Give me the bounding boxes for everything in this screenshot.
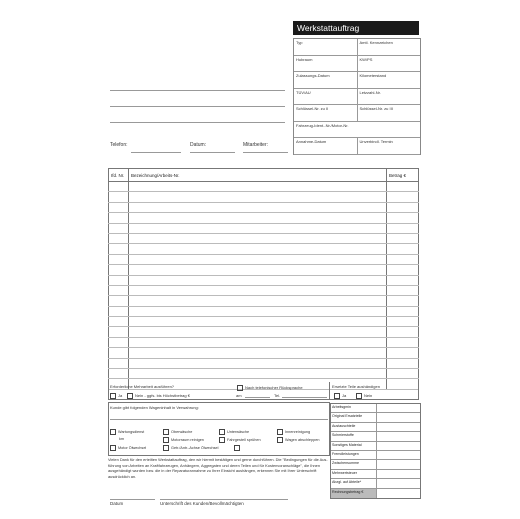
table-cell[interactable] [109,223,129,233]
checkbox-icon [163,429,169,435]
table-cell[interactable] [129,233,387,243]
table-cell[interactable] [129,285,387,295]
table-cell[interactable] [109,213,129,223]
summary-value[interactable] [377,404,420,412]
table-cell[interactable] [109,182,129,192]
am-field[interactable] [245,397,270,398]
vehicle-row [294,56,420,73]
replaced-parts-label: Ersetzte Teile aushändigen [332,384,380,389]
table-cell[interactable] [109,327,129,337]
extra-work-question: Erforderliche Mehrarbeit ausführen? [110,384,175,389]
telefon-label: Telefon: [110,142,128,148]
summary-label: Original Ersatzteile [331,413,377,421]
table-cell[interactable] [387,296,419,306]
summary-label: Schmierstoffe [331,432,377,440]
checkbox-icon [237,385,243,391]
table-cell[interactable] [129,337,387,347]
customer-signature-label: Unterschrift des Kunden/Bevollmächtigten [160,501,244,506]
divider [329,382,330,400]
table-cell[interactable] [129,348,387,358]
replaced-parts-nein[interactable]: Nein [356,393,372,399]
summary-row [331,451,420,460]
summary-label: Arbeitsgmin [331,404,377,412]
table-row [109,327,419,337]
table-cell[interactable] [387,213,419,223]
table-cell[interactable] [387,182,419,192]
form-title: Werkstattauftrag [293,21,419,35]
summary-label: Mehrwertsteuer [331,470,377,478]
table-cell[interactable] [129,275,387,285]
vehicle-row [294,39,420,56]
table-cell[interactable] [387,337,419,347]
summary-row [331,470,420,479]
table-cell[interactable] [129,213,387,223]
checkbox-icon [163,445,169,451]
datum-field[interactable] [190,152,235,153]
col-amount-header: Betrag € [387,169,419,182]
summary-label: Austauschteile [331,423,377,431]
table-cell[interactable] [129,369,387,379]
option-motor-oelwechsel[interactable]: Motor Ölwechsel [110,445,146,451]
vehicle-field[interactable]: Letzzahl-Nr. [359,89,381,95]
vehicle-row [294,122,420,139]
customer-signature-line[interactable] [160,499,288,500]
replaced-parts-ja[interactable]: Ja [334,393,346,399]
datum-label: Datum: [190,142,207,148]
km-label: km [119,437,125,441]
option-fahrgestell[interactable]: Fahrgestell sprühen [219,437,261,443]
mitarbeiter-field[interactable] [243,152,288,153]
table-cell[interactable] [387,348,419,358]
summary-row [331,423,420,432]
telefon-field[interactable] [131,152,181,153]
phone-callback-option[interactable]: Nach telefonischer Rücksprache [237,385,303,391]
option-wartungsdienst[interactable]: Wartungsdienst [110,429,144,435]
checkbox-icon [219,429,225,435]
summary-value[interactable] [377,451,420,459]
date-signature-label: Datum [110,501,124,506]
table-row [109,317,419,327]
table-cell[interactable] [109,265,129,275]
summary-label: Abzgl. auf Abteile* [331,479,377,487]
table-cell[interactable] [387,192,419,202]
table-cell[interactable] [129,244,387,254]
table-cell[interactable] [387,358,419,368]
table-cell[interactable] [109,254,129,264]
table-cell[interactable] [129,223,387,233]
table-cell[interactable] [129,182,387,192]
table-cell[interactable] [129,296,387,306]
checkbox-icon [277,429,283,435]
table-row [109,285,419,295]
am-label: am [236,393,242,398]
option-abschleppen[interactable]: Wagen abschleppen [277,437,319,443]
table-row [109,233,419,243]
option-oberwaesche[interactable]: Oberwäsche [163,429,192,435]
table-row [109,202,419,212]
summary-row [331,442,420,451]
table-cell[interactable] [129,254,387,264]
table-cell[interactable] [109,202,129,212]
vehicle-field[interactable]: Schlüssel-Nr. zu II [294,105,358,121]
checkbox-icon [110,393,116,399]
option-unterwaesche[interactable]: Unterwäsche [219,429,249,435]
option-innenreinigung[interactable]: Innenreinigung [277,429,310,435]
tel-label: Tel. [274,393,281,398]
table-row [109,358,419,368]
extra-work-ja[interactable]: Ja [110,393,122,399]
table-cell[interactable] [387,233,419,243]
vehicle-field[interactable]: Amtl. Kennzeichen [359,40,393,45]
table-cell[interactable] [387,285,419,295]
extra-checkbox[interactable] [234,445,242,451]
checkbox-icon [219,437,225,443]
summary-value[interactable] [377,479,420,487]
date-signature-line[interactable] [110,499,155,500]
table-cell[interactable] [387,275,419,285]
summary-label: Fremdleistungen [331,451,377,459]
table-cell[interactable] [109,369,129,379]
table-row [109,369,419,379]
summary-value[interactable] [377,432,420,440]
summary-value[interactable] [377,460,420,468]
table-cell[interactable] [109,358,129,368]
table-row [109,182,419,192]
table-row [109,223,419,233]
vehicle-field[interactable]: KW/PS [359,56,373,62]
table-cell[interactable] [387,327,419,337]
table-cell[interactable] [109,275,129,285]
checkbox-icon [127,393,133,399]
vehicle-field[interactable]: Zulassungs-Datum [294,72,358,88]
vehicle-field[interactable]: Annahme-Datum [294,138,358,154]
vehicle-row [294,89,420,106]
checkbox-icon [163,437,169,443]
vehicle-field[interactable]: Kilometerstand [359,73,387,78]
summary-label: Zwischensumme [331,460,377,468]
summary-row [331,413,420,422]
table-cell[interactable] [109,233,129,243]
table-row [109,192,419,202]
table-cell[interactable] [129,306,387,316]
table-row [109,213,419,223]
table-cell[interactable] [109,244,129,254]
table-cell[interactable] [109,192,129,202]
table-row [109,348,419,358]
address-line-1[interactable] [110,90,285,91]
summary-value[interactable] [377,442,420,450]
table-row [109,337,419,347]
table-cell[interactable] [109,317,129,327]
table-cell[interactable] [109,285,129,295]
vehicle-info-table [293,38,421,155]
summary-total-value[interactable] [377,489,420,498]
table-cell[interactable] [129,265,387,275]
items-table [108,168,419,390]
option-getriebe-oelwechsel[interactable]: Getr./Antr.-Achse Ölwechsel [163,445,218,451]
custody-line[interactable] [110,419,328,420]
vehicle-field[interactable]: Hubraum [294,56,358,72]
checkbox-icon [277,437,283,443]
checkbox-icon [356,393,362,399]
address-line-3[interactable] [110,122,285,123]
table-cell[interactable] [387,202,419,212]
table-cell[interactable] [129,358,387,368]
vehicle-field[interactable]: Unverbindl. Termin [359,139,393,144]
table-cell[interactable] [129,192,387,202]
vehicle-field[interactable]: Typ [294,39,358,55]
table-cell[interactable] [129,327,387,337]
summary-row [331,404,420,413]
summary-value[interactable] [377,413,420,421]
option-motorraum[interactable]: Motorraum reinigen [163,437,204,443]
summary-total-label: Rechnungsbetrag € [331,489,377,498]
summary-row [331,432,420,441]
address-line-2[interactable] [110,106,285,107]
terms-text: Vielen Dank für den erteilten Werkstattauftrag, den wir hiermit bestätigen und gerne durchführen. Die "Bedingungen für die Aus- führung von Arbeiten an Kraftfahrzeugen, Anhängern, Aggregaten und deren Teilen und für Kostenvoranschläge", die Ihnen ausgehändigt wurden bzw. die in der Reparaturannahme zu Ihrer Einsicht aushängen, erkennen Sie mit Ihrer Unterschrift ausdrücklich an. [108,457,328,479]
table-cell[interactable] [387,306,419,316]
table-cell[interactable] [387,317,419,327]
table-row [109,244,419,254]
table-cell[interactable] [129,202,387,212]
checkbox-icon [110,429,116,435]
table-cell[interactable] [387,265,419,275]
summary-total-row [331,489,420,498]
vehicle-row [294,138,420,155]
table-cell[interactable] [109,337,129,347]
summary-table [330,403,421,499]
table-cell[interactable] [129,317,387,327]
table-row [109,275,419,285]
table-cell[interactable] [387,223,419,233]
summary-value[interactable] [377,423,420,431]
summary-value[interactable] [377,470,420,478]
table-cell[interactable] [109,348,129,358]
table-cell[interactable] [387,244,419,254]
table-cell[interactable] [109,296,129,306]
table-cell[interactable] [387,369,419,379]
tel-field[interactable] [282,397,327,398]
custody-heading: Kunde gibt folgenden Wageninhalt in Verwahrung: [110,405,199,410]
checkbox-icon [334,393,340,399]
checkbox-icon [234,445,240,451]
table-row [109,265,419,275]
mitarbeiter-label: Mitarbeiter: [243,142,269,148]
vehicle-row [294,72,420,89]
table-row [109,296,419,306]
vehicle-field[interactable]: Schlüssel-Nr. zu III [359,106,393,111]
table-row [109,306,419,316]
col-desc-header: Bezeichnung/Arbeits-Nr. [129,169,387,182]
extra-work-nein[interactable]: Nein - ggfs. bis Höchstbetrag € [127,393,190,399]
summary-label: Sonstiges Material [331,442,377,450]
vehicle-field[interactable]: TÜV/AU [294,89,358,105]
table-row [109,254,419,264]
vehicle-field[interactable]: Fahrzeug-Ident.-Nr./Motor-Nr. [296,122,349,128]
table-cell[interactable] [387,254,419,264]
summary-row [331,460,420,469]
col-nr-header: Ifd. Nr. [109,169,129,182]
checkbox-icon [110,445,116,451]
table-cell[interactable] [109,306,129,316]
summary-row [331,479,420,488]
vehicle-row [294,105,420,122]
